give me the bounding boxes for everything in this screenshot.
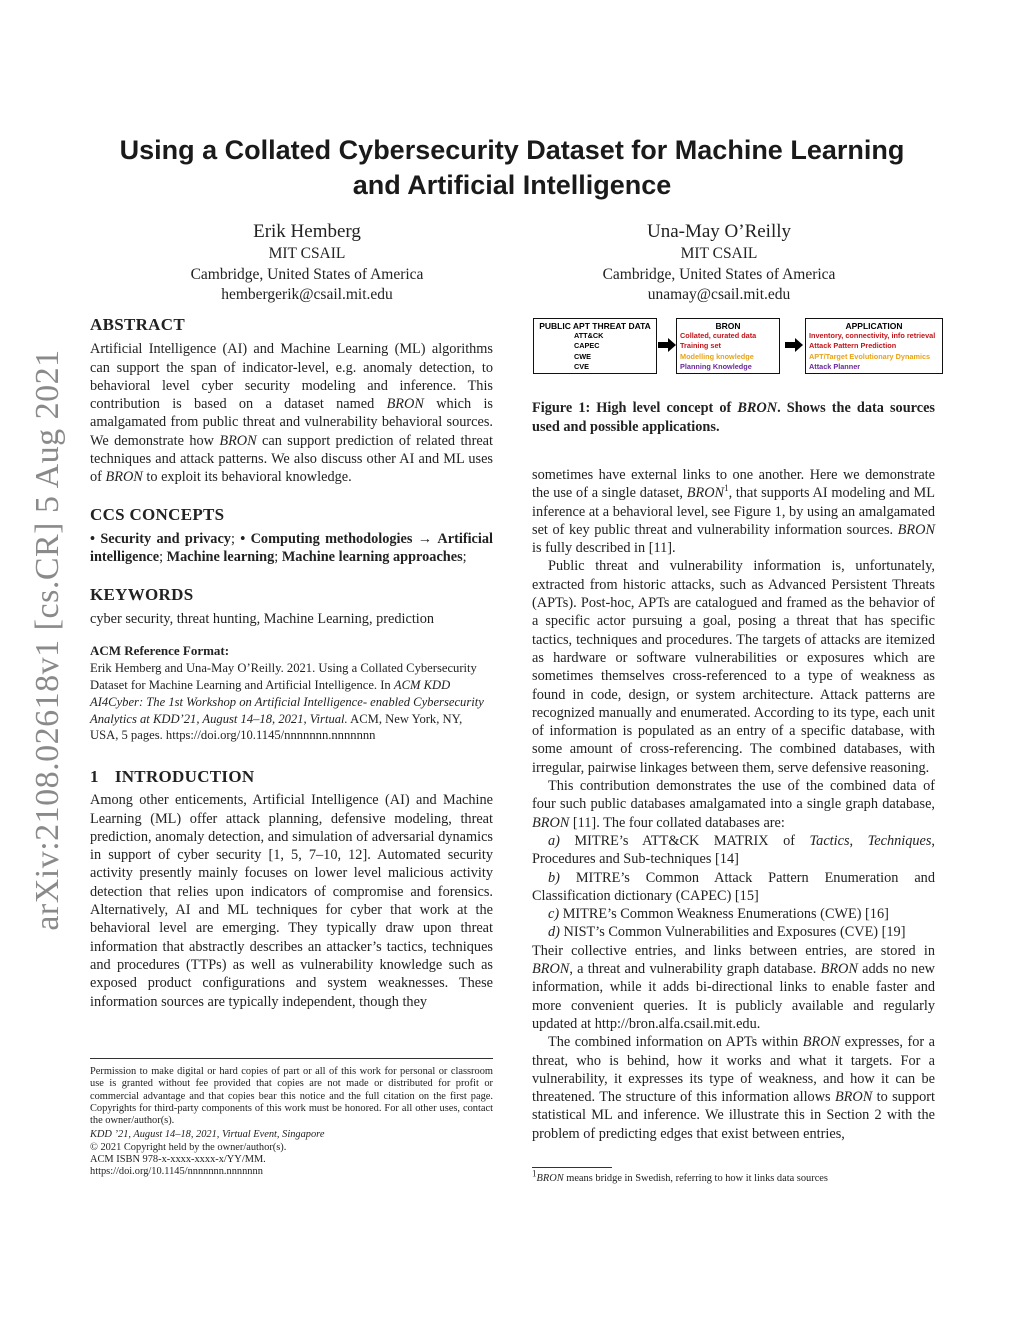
author-affiliation: MIT CSAIL bbox=[268, 245, 346, 262]
doi-text[interactable]: https://doi.org/10.1145/nnnnnnn.nnnnnnn bbox=[90, 1166, 263, 1178]
arxiv-id-text: arXiv:2108.02618v1 [cs.CR] 5 Aug 2021 bbox=[29, 349, 66, 931]
author-location: Cambridge, United States of America bbox=[602, 265, 836, 283]
author-email[interactable]: unamay@csail.mit.edu bbox=[647, 286, 791, 303]
list-item: b) MITRE’s Common Attack Pattern Enumeration and Classification dictionary (CAPEC) [15] bbox=[532, 869, 935, 904]
acm-reference-text: Erik Hemberg and Una-May O’Reilly. 2021. Using a Collated Cybersecurity Dataset for Machine Learning and Artificial Intelligence. In ACM KDD AI4Cyber: The 1st Workshop on Artificial Intelligence- enabled Cybersecurity Analytics at KDD’21, August 14–18, 2021, Virtual. ACM, New York, NY, USA, 5 pages. https://doi.org/10.1145/nnnnnnn.nnnnnnn bbox=[90, 661, 484, 743]
conference-venue: KDD ’21, August 14–18, 2021, Virtual Event, Singapore bbox=[90, 1129, 325, 1141]
author-location: Cambridge, United States of America bbox=[190, 265, 424, 283]
keywords-text: cyber security, threat hunting, Machine Learning, prediction bbox=[90, 610, 435, 627]
paragraph: sometimes have external links to one another. Here we demonstrate the use of a single dataset, BRON$^1$, that supports AI modeling and ML inference at a behavioral level, see Figure 1, by using an amalgamated set of key public threat and vulnerability information sources. BRON is fully described in [11]. bbox=[532, 467, 935, 557]
copyright-text: © 2021 Copyright held by the owner/author(s). bbox=[90, 1141, 287, 1153]
application-box: APPLICATION Inventory, connectivity, info retrieval Attack Pattern Prediction APT/Target Evolutionary Dynamics Attack Planner bbox=[805, 318, 943, 374]
figure-1-diagram bbox=[533, 318, 943, 376]
footnote-divider bbox=[90, 1058, 493, 1059]
title-line-1: Using a Collated Cybersecurity Dataset for Machine Learning bbox=[119, 135, 905, 165]
footnote-bron: $^1$BRON means bridge in Swedish, referring to how it links data sources bbox=[532, 1168, 828, 1184]
author-name: Una-May O’Reilly bbox=[646, 221, 792, 242]
author-block-2 bbox=[554, 220, 884, 306]
public-apt-threat-data-box: PUBLIC APT THREAT DATA ATT&CK CAPEC CWE CVE bbox=[533, 318, 657, 374]
permission-footnote bbox=[90, 1066, 493, 1179]
intro-heading: 1 INTRODUCTION bbox=[90, 766, 255, 786]
list-item: a) MITRE’s ATT&CK MATRIX of Tactics, Techniques, Procedures and Sub-techniques [14] bbox=[532, 832, 935, 868]
footnote-divider bbox=[532, 1167, 612, 1168]
author-email[interactable]: hembergerik@csail.mit.edu bbox=[221, 286, 393, 303]
author-affiliation: MIT CSAIL bbox=[680, 245, 758, 262]
paragraph: This contribution demonstrates the use of the combined data of four such public databases amalgamated into a single graph database, BRON [11]. The four collated databases are: bbox=[532, 778, 935, 831]
acm-reference-heading: ACM Reference Format: bbox=[90, 643, 230, 659]
title-line-2: and Artificial Intelligence bbox=[352, 170, 672, 200]
paragraph: The combined information on APTs within BRON expresses, for a threat, who is behind, how it works and what it targets. For a vulnerability, it expresses its type of weakness, and how it can be threatened. The structure of this information allows BRON to support statistical ML and inference. We illustrate this in Section 2 with the problem of predicting edges that exist between entries, bbox=[532, 1034, 935, 1142]
author-name: Erik Hemberg bbox=[253, 221, 361, 242]
ccs-text: • Security and privacy; • Computing methodologies → Artificial intelligence; Machine learning; Machine learning approaches; bbox=[90, 530, 493, 566]
left-column bbox=[90, 316, 493, 1011]
permission-text: Permission to make digital or hard copies of part or all of this work for personal or classroom use is granted without fee provided that copies are not made or distributed for profit or commercial advantage and that copies bear this notice and the full citation on the first page. Copyrights for third-party components of this work must be honored. For all other uses, contact the owner/author(s). bbox=[90, 1066, 493, 1127]
paragraph: Public threat and vulnerability information is, unfortunately, extracted from historic attacks, such as Advanced Persistent Threats (APTs). Post-hoc, APTs are catalogued and framed as the behavior of a specific actor pursuing a goal, posing a threat that has specific tactics, techniques and procedures. The targets of attacks are itemized as hardware or software vulnerabilities or exposures which are sometimes themselves cross-referenced to a type of weakness as found in code, design, or system architecture. Attack patterns are recognized manually and enumerated. According to its type, each unit of information is populated as an entry of a specific database, with some amount of cross-referencing. The combined databases, with irregular, pairwise linkages between them, serve defensive reasoning. bbox=[532, 558, 935, 776]
box2-items: Collated, curated data Training set Modelling knowledge Planning Knowledge bbox=[680, 331, 757, 371]
right-column bbox=[532, 466, 935, 1143]
paragraph: Their collective entries, and links between entries, are stored in BRON, a threat and vulnerability graph database. BRON adds no new information, while it adds bi-directional links to enable faster and more convenient queries. It is publicly available and regularly updated at http://bron.alfa.csail.mit.edu. bbox=[532, 942, 935, 1032]
abstract-heading: ABSTRACT bbox=[90, 315, 185, 334]
list-item: d) NIST’s Common Vulnerabilities and Exposures (CVE) [19] bbox=[548, 924, 906, 941]
arrow-icon bbox=[658, 338, 676, 352]
ccs-heading: CCS CONCEPTS bbox=[90, 504, 225, 524]
isbn-text: ACM ISBN 978-x-xxxx-xxxx-x/YY/MM. bbox=[90, 1154, 266, 1166]
arrow-icon bbox=[785, 338, 803, 352]
list-item: c) MITRE’s Common Weakness Enumerations (CWE) [16] bbox=[548, 906, 889, 923]
paper-title bbox=[90, 133, 934, 203]
box1-items: ATT&CK CAPEC CWE CVE bbox=[574, 331, 604, 371]
intro-text: Among other enticements, Artificial Intelligence (AI) and Machine Learning (ML) offer attack planning, defensive modeling, threat prediction, anomaly detection, and simulation of adversarial dynamics in support of cyber security [1, 5, 7–10, 12]. Automated security activity presently mainly focuses on lower level malicious activity detection that relies upon indicators of compromise and forensics. Alternatively, AI and ML techniques for cyber that work at the behavioral level are emerging. They typically draw upon threat information that abstractly describes an attacker’s tactics, techniques and procedures (TTPs) as well as vulnerability knowledge such as exposed product configurations and system weaknesses. These information sources are typically independent, though they bbox=[90, 792, 493, 1010]
arxiv-identifier bbox=[18, 345, 78, 935]
box3-items: Inventory, connectivity, info retrieval Attack Pattern Prediction APT/Target Evolutionary Dynamics Attack Planner bbox=[809, 331, 936, 371]
keywords-heading: KEYWORDS bbox=[90, 584, 194, 604]
abstract-text: Artificial Intelligence (AI) and Machine Learning (ML) algorithms can support the span of indicator-level, e.g. anomaly detection, to behavioral level cyber security modeling and inference. This contribution is based on a dataset named BRON which is amalgamated from public threat and vulnerability behavioral sources. We demonstrate how BRON can support prediction of related threat techniques and attack patterns. We also discuss other AI and ML uses of BRON to exploit its behavioral knowledge. bbox=[90, 341, 493, 486]
author-block-1 bbox=[142, 220, 472, 306]
figure-1-caption: Figure 1: High level concept of BRON. Shows the data sources used and possible applications. bbox=[532, 400, 935, 435]
bron-box: BRON Collated, curated data Training set Modelling knowledge Planning Knowledge bbox=[676, 318, 780, 374]
